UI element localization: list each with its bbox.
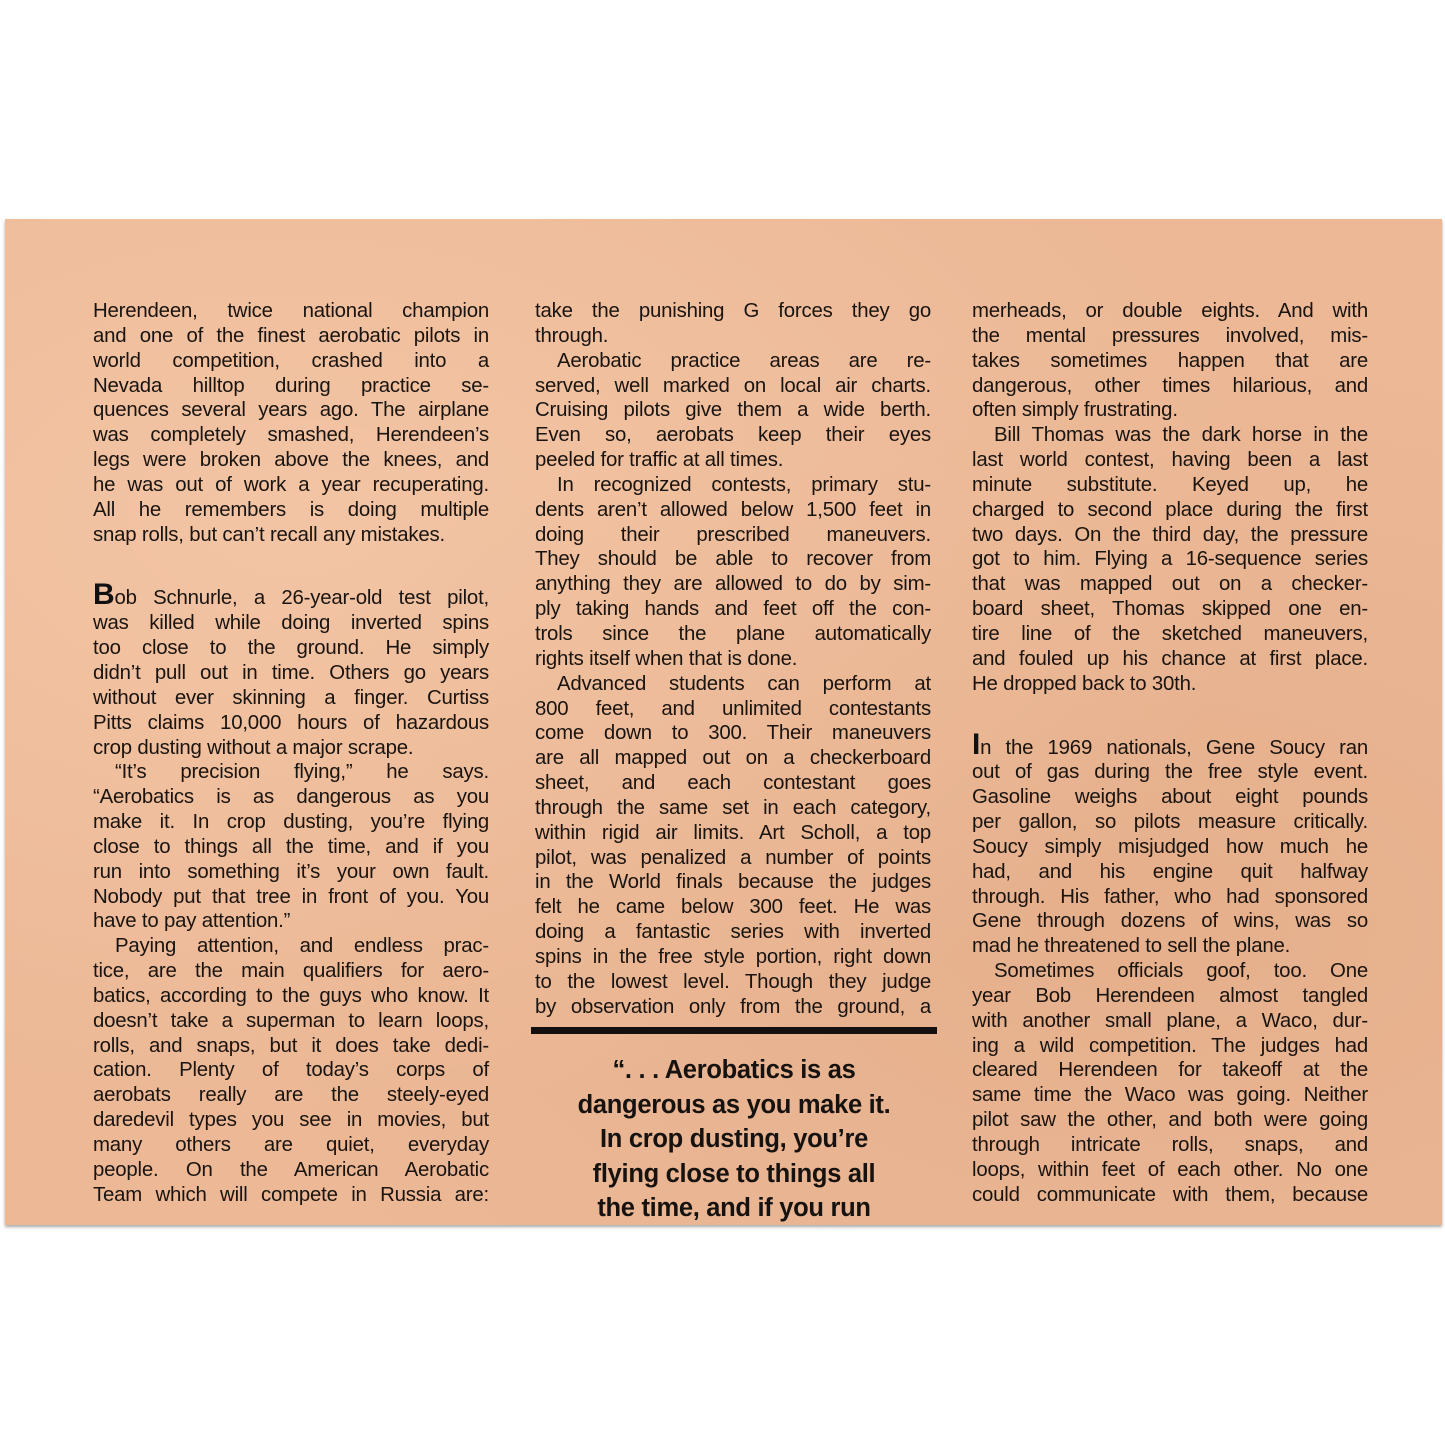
text-line: have to pay attention.” bbox=[93, 910, 291, 933]
text-line: Gasoline weighs about eight pounds bbox=[972, 786, 1368, 809]
text-line: Even so, aerobats keep their eyes bbox=[535, 424, 931, 447]
text-line-rest: n the 1969 nationals, Gene Soucy ran bbox=[980, 736, 1368, 759]
text-line: spins in the free style portion, right down bbox=[535, 945, 931, 968]
text-line: cation. Plenty of today’s corps of bbox=[93, 1059, 489, 1082]
text-line-rest: ob Schnurle, a 26-year-old test pilot, bbox=[114, 587, 489, 610]
text-line: dents aren’t allowed below 1,500 feet in bbox=[535, 498, 931, 521]
text-line: out of gas during the free style event. bbox=[972, 761, 1368, 784]
text-line: batics, according to the guys who know. It bbox=[93, 984, 489, 1007]
text-line: per gallon, so pilots measure critically. bbox=[972, 811, 1368, 834]
text-line: same time the Waco was going. Neither bbox=[972, 1084, 1368, 1107]
text-line: trols since the plane automatically bbox=[535, 622, 931, 645]
text-line: run into something it’s your own fault. bbox=[93, 860, 489, 883]
paragraph bbox=[535, 299, 931, 349]
text-line: rolls, and snaps, but it does take dedi- bbox=[93, 1034, 489, 1057]
text-line: ply taking hands and feet off the con- bbox=[535, 598, 931, 621]
section-gap bbox=[972, 697, 1368, 735]
text-line: He dropped back to 30th. bbox=[972, 672, 1197, 695]
text-line: by observation only from the ground, a bbox=[535, 995, 931, 1018]
text-line: didn’t pull out in time. Others go years bbox=[93, 661, 489, 684]
text-line: had, and his engine quit halfway bbox=[972, 860, 1368, 883]
text-line: minute substitute. Keyed up, he bbox=[972, 473, 1368, 496]
text-line bbox=[93, 578, 489, 612]
text-line: snap rolls, but can’t recall any mistakes. bbox=[93, 523, 445, 546]
text-line: people. On the American Aerobatic bbox=[93, 1158, 489, 1181]
text-line: loops, within feet of each other. No one bbox=[972, 1158, 1368, 1181]
text-line: he was out of work a year recuperating. bbox=[93, 473, 489, 496]
text-line: was killed while doing inverted spins bbox=[93, 612, 489, 635]
paragraph bbox=[972, 959, 1368, 1207]
text-line: make it. In crop dusting, you’re flying bbox=[93, 811, 489, 834]
text-line: that was mapped out on a checker- bbox=[972, 573, 1368, 596]
pull-quote bbox=[531, 1053, 937, 1225]
text-line: last world contest, having been a last bbox=[972, 449, 1368, 472]
paragraph bbox=[93, 760, 489, 934]
text-line: mad he threatened to sell the plane. bbox=[972, 935, 1291, 958]
text-line bbox=[972, 727, 1368, 761]
text-line: got to him. Flying a 16-sequence series bbox=[972, 548, 1368, 571]
text-line: tire line of the sketched maneuvers, bbox=[972, 622, 1368, 645]
paragraph bbox=[972, 423, 1368, 696]
text-line: two days. On the third day, the pressure bbox=[972, 523, 1368, 546]
text-line: merheads, or double eights. And with bbox=[972, 300, 1368, 322]
text-line: served, well marked on local air charts. bbox=[535, 374, 931, 397]
text-line: through. His father, who had sponsored bbox=[972, 885, 1368, 908]
text-line: come down to 300. Their maneuvers bbox=[535, 722, 931, 745]
paragraph-with-dropcap bbox=[972, 727, 1368, 960]
text-line: within rigid air limits. Art Scholl, a top bbox=[535, 821, 931, 844]
paragraph bbox=[535, 349, 931, 473]
pull-quote-line: the time, and if you run bbox=[597, 1194, 871, 1222]
pull-quote-line: In crop dusting, you’re bbox=[600, 1125, 868, 1153]
paragraph bbox=[535, 473, 931, 672]
text-line: doing a fantastic series with inverted bbox=[535, 921, 931, 944]
text-line: Advanced students can perform at bbox=[557, 672, 931, 695]
text-line: through the same set in each category, bbox=[535, 796, 931, 819]
text-line: without ever skinning a finger. Curtiss bbox=[93, 686, 489, 709]
text-line: dangerous, other times hilarious, and bbox=[972, 374, 1368, 397]
text-line: aerobats really are the steely-eyed bbox=[93, 1084, 489, 1107]
text-line: Paying attention, and endless prac- bbox=[115, 935, 489, 958]
text-line: “Aerobatics is as dangerous as you bbox=[93, 786, 489, 809]
text-line: close to things all the time, and if you bbox=[93, 835, 489, 858]
text-line: Gene through dozens of wins, was so bbox=[972, 910, 1368, 933]
text-line: Team which will compete in Russia are: bbox=[93, 1183, 489, 1206]
text-line: Aerobatic practice areas are re- bbox=[557, 349, 931, 372]
text-line: 800 feet, and unlimited contestants bbox=[535, 697, 931, 720]
text-line: through intricate rolls, snaps, and bbox=[972, 1134, 1368, 1156]
text-line: All he remembers is doing multiple bbox=[93, 498, 489, 521]
text-line: with another small plane, a Waco, dur- bbox=[972, 1009, 1368, 1032]
text-line: many others are quiet, everyday bbox=[93, 1134, 489, 1156]
text-line: rights itself when that is done. bbox=[535, 647, 798, 670]
text-line: They should be able to recover from bbox=[535, 548, 931, 571]
text-line: and fouled up his chance at first place. bbox=[972, 647, 1368, 670]
text-line: in the World finals because the judges bbox=[535, 871, 931, 894]
paragraph bbox=[93, 934, 489, 1207]
text-line: board sheet, Thomas skipped one en- bbox=[972, 598, 1368, 621]
text-line: legs were broken above the knees, and bbox=[93, 449, 489, 472]
paragraph bbox=[535, 672, 931, 1020]
drop-cap: B bbox=[93, 578, 115, 612]
text-line: the mental pressures involved, mis- bbox=[972, 324, 1368, 347]
text-line: felt he came below 300 feet. He was bbox=[535, 896, 931, 919]
text-line: doesn’t take a superman to learn loops, bbox=[93, 1009, 489, 1032]
text-line: are all mapped out on a checkerboard bbox=[535, 747, 931, 770]
article-column-3 bbox=[972, 299, 1368, 1208]
pull-quote-rule bbox=[531, 1027, 937, 1034]
text-line: was completely smashed, Herendeen’s bbox=[93, 424, 489, 447]
text-line: Pitts claims 10,000 hours of hazardous bbox=[93, 711, 489, 734]
text-line: charged to second place during the first bbox=[972, 498, 1368, 521]
paragraph-with-dropcap bbox=[93, 578, 489, 760]
text-line: Sometimes officials goof, too. One bbox=[994, 960, 1368, 983]
text-line: world competition, crashed into a bbox=[93, 349, 489, 372]
text-line: could communicate with them, because bbox=[972, 1183, 1368, 1206]
text-line: crop dusting without a major scrape. bbox=[93, 736, 414, 759]
text-line: Bill Thomas was the dark horse in the bbox=[994, 424, 1368, 447]
text-line: “It’s precision flying,” he says. bbox=[115, 761, 489, 784]
text-line: Nobody put that tree in front of you. You bbox=[93, 885, 489, 908]
text-line: pilot saw the other, and both were going bbox=[972, 1109, 1368, 1132]
pull-quote-line: flying close to things all bbox=[592, 1159, 876, 1188]
drop-cap: I bbox=[972, 727, 981, 761]
text-line: takes sometimes happen that are bbox=[972, 349, 1368, 372]
text-line: take the punishing G forces they go bbox=[535, 300, 931, 322]
text-line: to the lowest level. Though they judge bbox=[535, 970, 931, 993]
text-line: quences several years ago. The airplane bbox=[93, 399, 489, 422]
article-column-1 bbox=[93, 299, 489, 1208]
section-gap bbox=[93, 547, 489, 585]
text-line: peeled for traffic at all times. bbox=[535, 449, 784, 472]
text-line: pilot, was penalized a number of points bbox=[535, 846, 931, 869]
text-line: often simply frustrating. bbox=[972, 399, 1178, 422]
text-line: doing their prescribed maneuvers. bbox=[535, 523, 931, 546]
text-line: ing a wild competition. The judges had bbox=[972, 1034, 1368, 1057]
text-line: cleared Herendeen for takeoff at the bbox=[972, 1059, 1368, 1082]
pull-quote-line: dangerous as you make it. bbox=[577, 1090, 891, 1119]
article-column-2 bbox=[535, 299, 931, 1019]
paragraph bbox=[972, 299, 1368, 423]
text-line: year Bob Herendeen almost tangled bbox=[972, 984, 1368, 1007]
newspaper-clipping bbox=[5, 219, 1442, 1225]
pull-quote-line: “. . . Aerobatics is as bbox=[612, 1056, 856, 1084]
text-line: too close to the ground. He simply bbox=[93, 637, 489, 660]
text-line: and one of the finest aerobatic pilots in bbox=[93, 324, 489, 347]
text-line: Herendeen, twice national champion bbox=[93, 300, 489, 322]
text-line: through. bbox=[535, 324, 609, 347]
paragraph bbox=[93, 299, 489, 547]
text-line: Cruising pilots give them a wide berth. bbox=[535, 399, 931, 422]
text-line: In recognized contests, primary stu- bbox=[557, 473, 931, 496]
text-line: daredevil types you see in movies, but bbox=[93, 1109, 489, 1132]
text-line: tice, are the main qualifiers for aero- bbox=[93, 960, 489, 983]
text-line: Nevada hilltop during practice se- bbox=[93, 374, 489, 397]
text-line: anything they are allowed to do by sim- bbox=[535, 573, 931, 596]
text-line: Soucy simply misjudged how much he bbox=[972, 835, 1368, 858]
text-line: sheet, and each contestant goes bbox=[535, 772, 931, 795]
